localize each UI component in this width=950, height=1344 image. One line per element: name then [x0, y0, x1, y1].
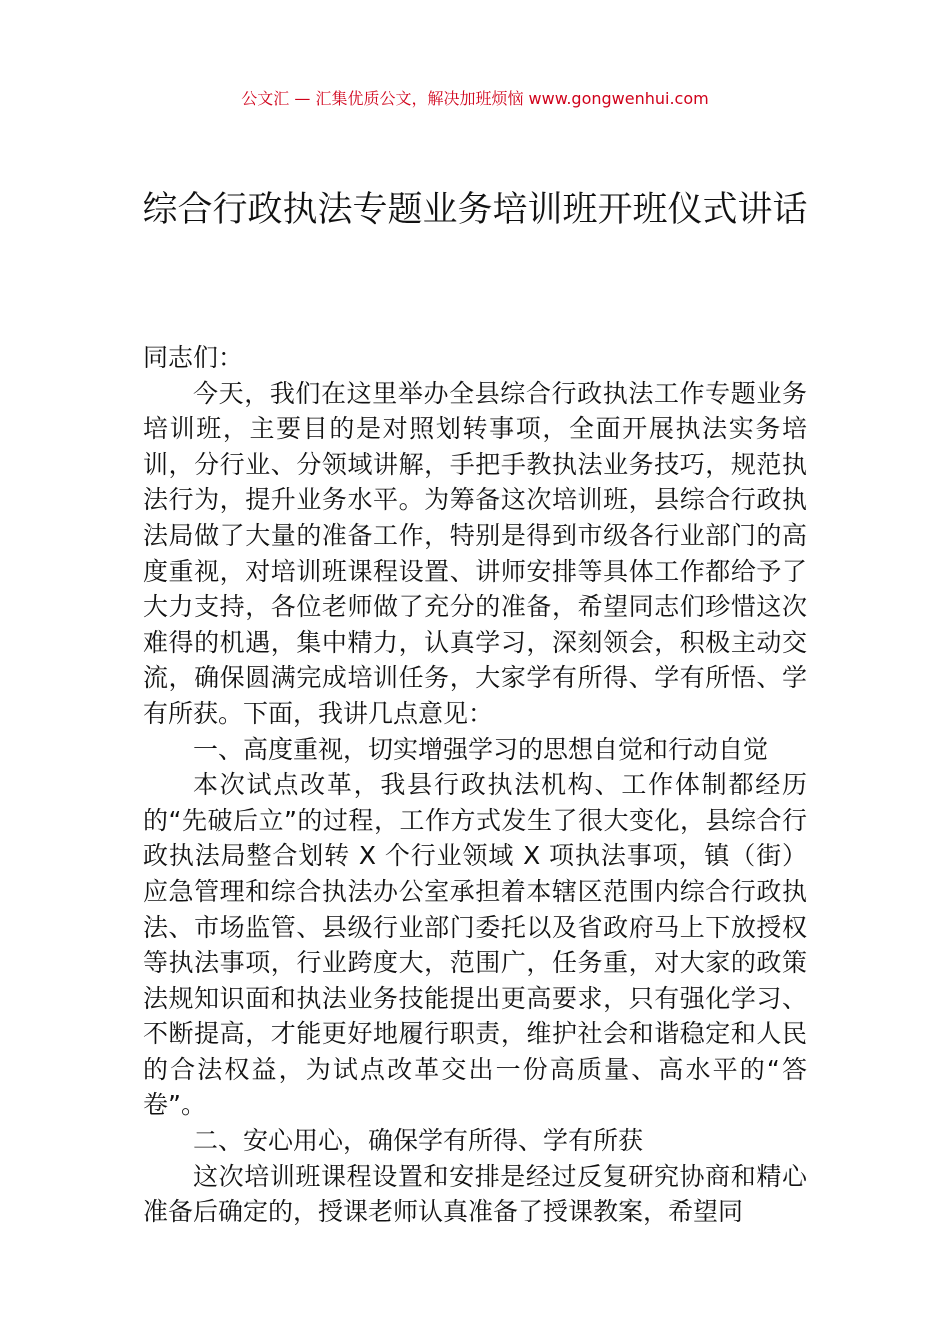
- document-body: [143, 340, 807, 1230]
- salutation: 同志们：: [143, 343, 244, 372]
- document-title: 综合行政执法专题业务培训班开班仪式讲话: [142, 190, 808, 230]
- paragraph-intro: 今天，我们在这里举办全县综合行政执法工作专题业务培训班，主要目的是对照划转事项，全面开展执法实务培训，分行业、分领域讲解，手把手教执法业务技巧，规范执法行为，提升业务水平。为筹备这次培训班，县综合行政执法局做了大量的准备工作，特别是得到市级各行业部门的高度重视，对培训班课程设置、讲师安排等具体工作都给予了大力支持，各位老师做了充分的准备，希望同志们珍惜这次难得的机遇，集中精力，认真学习，深刻领会，积极主动交流，确保圆满完成培训任务，大家学有所得、学有所悟、学有所获。下面，我讲几点意见：: [143, 378, 807, 728]
- paragraph-section-2: 这次培训班课程设置和安排是经过反复研究协商和精心准备后确定的，授课老师认真准备了授课教案，希望同: [143, 1161, 807, 1227]
- section-heading-2: 二、安心用心，确保学有所得、学有所获: [193, 1126, 644, 1156]
- section-heading-1: 一、高度重视，切实增强学习的思想自觉和行动自觉: [193, 734, 769, 764]
- source-banner: 公文汇 — 汇集优质公文，解决加班烦恼 www.gongwenhui.com: [241, 89, 709, 108]
- paragraph-section-1: 本次试点改革，我县行政执法机构、工作体制都经历的“先破后立”的过程，工作方式发生了很大变化，县综合行政执法局整合划转 X 个行业领域 X 项执法事项，镇（街）应急管理和综合执法办公室承担着本辖区范围内综合行政执法、市场监管、县级行业部门委托以及省政府马上下放授权等执法事项，行业跨度大，范围广，任务重，对大家的政策法规知识面和执法业务技能提出更高要求，只有强化学习、不断提高，才能更好地履行职责，维护社会和谐稳定和人民的合法权益，为试点改革交出一份高质量、高水平的“答卷”。: [143, 770, 807, 1120]
